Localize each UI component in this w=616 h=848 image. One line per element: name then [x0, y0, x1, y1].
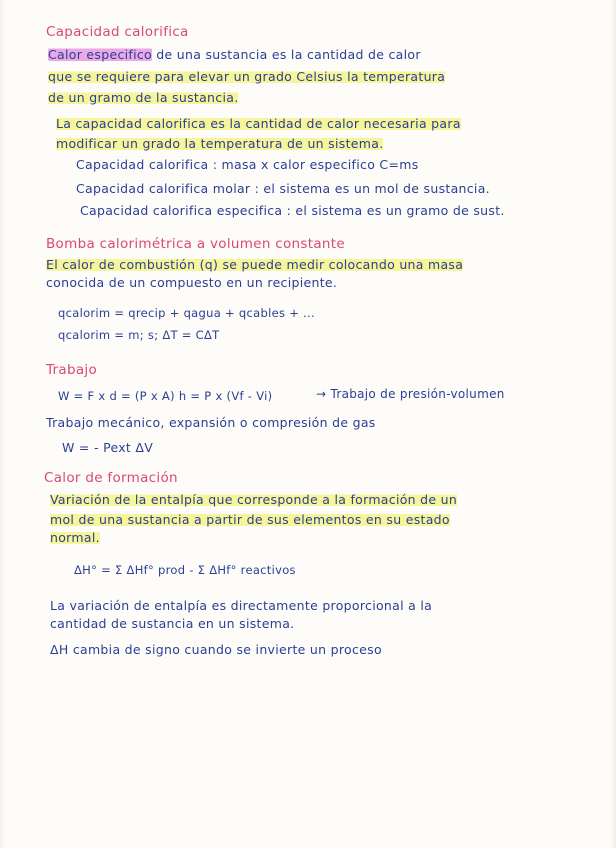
- highlighted-text: que se requiere para elevar un grado Celsius la temperatura: [48, 69, 446, 84]
- text-line: [50, 512, 450, 528]
- section-title-capacidad-calorifica: Capacidad calorifica: [46, 24, 189, 40]
- text-line: [56, 136, 383, 152]
- text-line: [50, 492, 457, 508]
- text-line: [56, 116, 461, 132]
- definition-line: Capacidad calorifica especifica : el sistema es un gramo de sust.: [80, 203, 505, 218]
- text-line: [50, 530, 100, 546]
- highlighted-text: La capacidad calorifica es la cantidad de calor necesaria para: [56, 116, 461, 131]
- section-title-trabajo: Trabajo: [46, 362, 98, 378]
- definition-line: Capacidad calorifica : masa x calor especifico C=ms: [76, 157, 419, 172]
- section-title-bomba-calorimetrica: Bomba calorimétrica a volumen constante: [46, 236, 345, 252]
- annotation-arrow-text: → Trabajo de presión-volumen: [316, 387, 505, 401]
- bleed-through-mark: [28, 792, 30, 805]
- definition-line: Capacidad calorifica molar : el sistema es un mol de sustancia.: [76, 181, 490, 196]
- text-line: ΔH cambia de signo cuando se invierte un proceso: [50, 642, 382, 657]
- section-title-calor-de-formacion: Calor de formación: [44, 470, 178, 486]
- equation: W = F x d = (P x A) h = P x (Vf - Vi): [58, 389, 273, 403]
- text-line: [48, 47, 421, 63]
- text-line: La variación de entalpía es directamente proporcional a la: [50, 598, 433, 613]
- equation: ΔH° = Σ ΔHf° prod - Σ ΔHf° reactivos: [74, 563, 296, 577]
- text-line: [46, 257, 463, 273]
- equation: W = - Pext ΔV: [62, 440, 154, 455]
- highlighted-text: Variación de la entalpía que corresponde a la formación de un: [50, 492, 458, 507]
- highlighted-text: de un gramo de la sustancia.: [48, 90, 239, 105]
- highlighted-text: El calor de combustión (q) se puede medir colocando una masa: [46, 257, 464, 272]
- bleed-through-line: [40, 812, 42, 825]
- text-line: [48, 69, 445, 85]
- text-line: cantidad de sustancia en un sistema.: [50, 616, 295, 631]
- equation: qcalorim = m; s; ΔT = CΔT: [58, 328, 220, 342]
- text-line: Trabajo mecánico, expansión o compresión de gas: [46, 415, 376, 430]
- highlighted-text: normal.: [50, 530, 100, 545]
- highlighted-text: modificar un grado la temperatura de un sistema.: [56, 136, 384, 151]
- highlighted-text: mol de una sustancia a partir de sus elementos en su estado: [50, 512, 450, 527]
- highlighted-term: Calor especifico: [48, 47, 152, 62]
- equation: qcalorim = qrecip + qagua + qcables + ...: [58, 306, 315, 320]
- text-span: de una sustancia es la cantidad de calor: [152, 47, 421, 62]
- text-line: [48, 90, 238, 106]
- text-line: conocida de un compuesto en un recipiente.: [46, 275, 338, 290]
